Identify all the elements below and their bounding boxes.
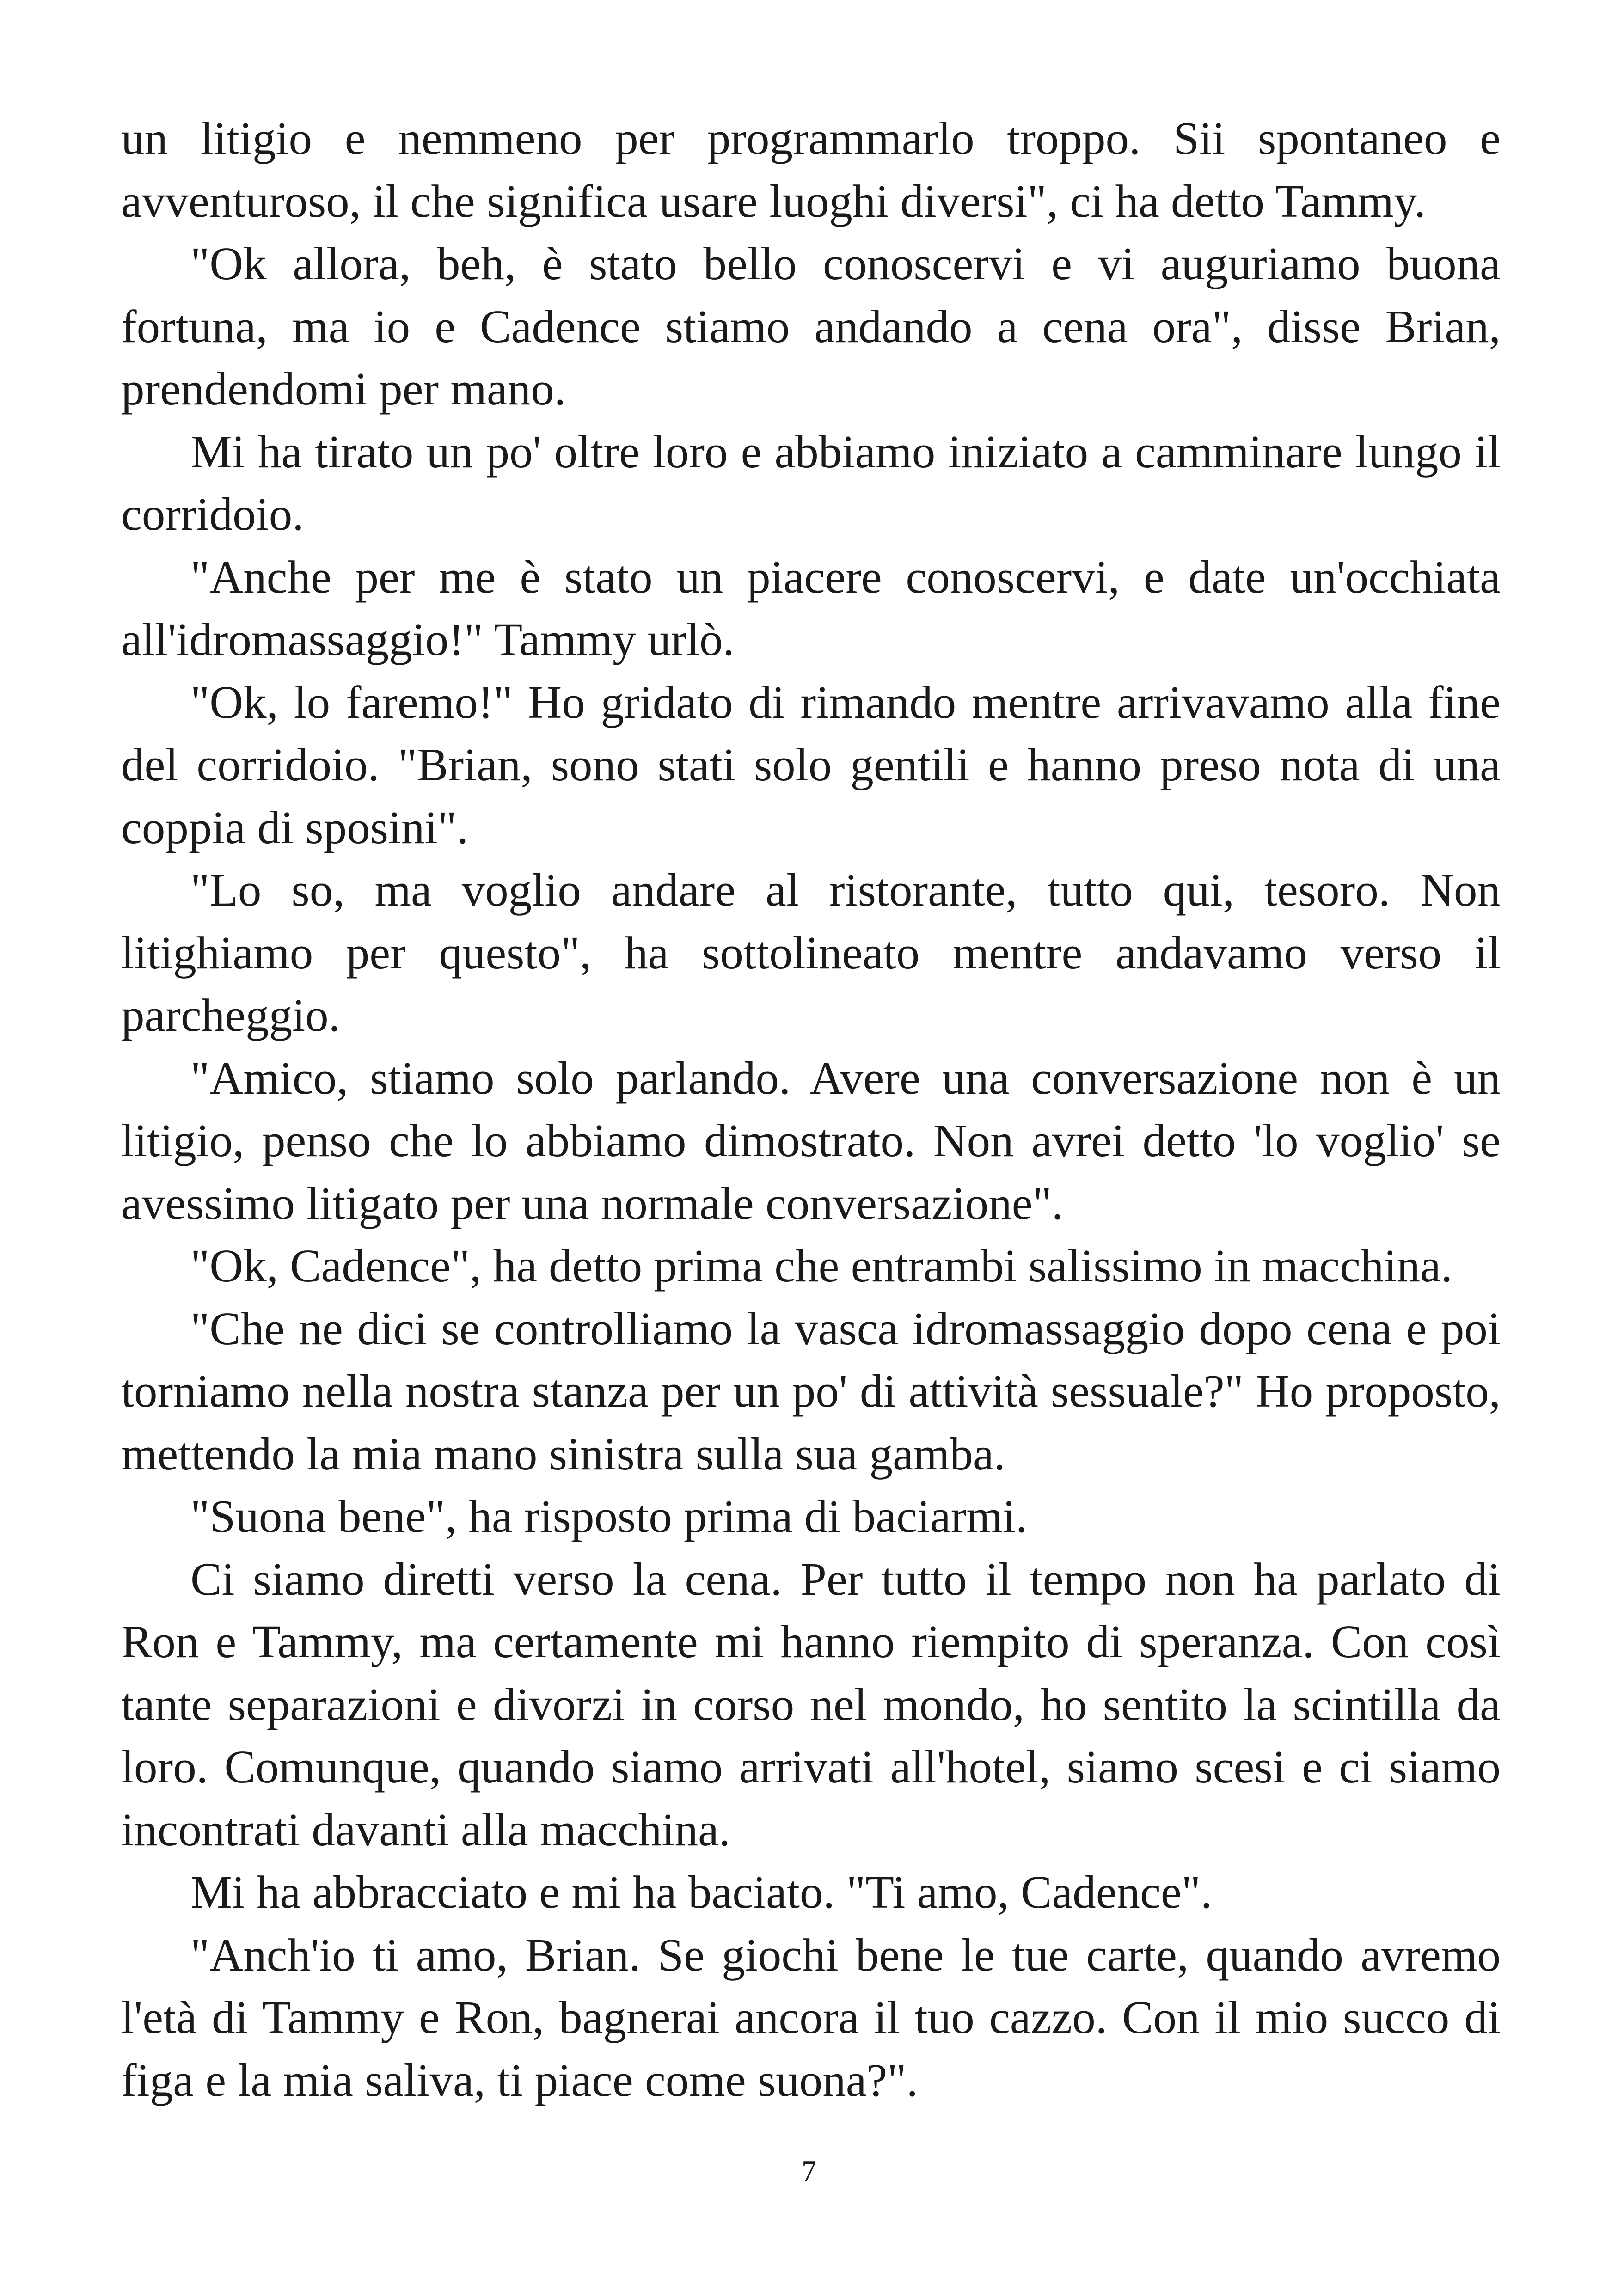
paragraph: "Ok, Cadence", ha detto prima che entrambi salissimo in macchina. xyxy=(190,1240,1453,1292)
page-number: 7 xyxy=(802,2155,816,2187)
paragraph: "Lo so, ma voglio andare al ristorante, tutto qui, tesoro. Non litighiamo per questo", ha sottolineato mentre andavamo verso il parcheggio. xyxy=(121,864,1501,1041)
paragraph: Mi ha abbracciato e mi ha baciato. "Ti amo, Cadence". xyxy=(190,1866,1213,1918)
paragraph: "Ok allora, beh, è stato bello conoscervi e vi auguriamo buona fortuna, ma io e Cadence stiamo andando a cena ora", disse Brian, prendendomi per mano. xyxy=(121,238,1501,415)
paragraph: "Ok, lo faremo!" Ho gridato di rimando mentre arrivavamo alla fine del corridoio. "Brian, sono stati solo gentili e hanno preso nota di una coppia di sposini". xyxy=(121,676,1501,853)
paragraph: "Anch'io ti amo, Brian. Se giochi bene le tue carte, quando avremo l'età di Tammy e Ron, bagnerai ancora il tuo cazzo. Con il mio succo di figa e la mia saliva, ti piace come suona?". xyxy=(121,1929,1501,2106)
paragraph: "Che ne dici se controlliamo la vasca idromassaggio dopo cena e poi torniamo nella nostra stanza per un po' di attività sessuale?" Ho proposto, mettendo la mia mano sinistra sulla sua gamba. xyxy=(121,1302,1501,1480)
paragraph: Mi ha tirato un po' oltre loro e abbiamo iniziato a camminare lungo il corridoio. xyxy=(121,425,1501,540)
paragraph: "Anche per me è stato un piacere conoscervi, e date un'occhiata all'idromassaggio!" Tammy urlò. xyxy=(121,551,1501,665)
paragraph: Ci siamo diretti verso la cena. Per tutto il tempo non ha parlato di Ron e Tammy, ma certamente mi hanno riempito di speranza. Con così tante separazioni e divorzi in corso nel mondo, ho sentito la scintilla da loro. Comunque, quando siamo arrivati all'hotel, siamo scesi e ci siamo incontrati davanti alla macchina. xyxy=(121,1553,1501,1855)
paragraph: un litigio e nemmeno per programmarlo troppo. Sii spontaneo e avventuroso, il che significa usare luoghi diversi", ci ha detto Tammy. xyxy=(121,112,1501,227)
paragraph: "Amico, stiamo solo parlando. Avere una conversazione non è un litigio, penso che lo abbiamo dimostrato. Non avrei detto 'lo voglio' se avessimo litigato per una normale conversazione". xyxy=(121,1052,1501,1229)
paragraph: "Suona bene", ha risposto prima di baciarmi. xyxy=(190,1490,1028,1542)
page-body xyxy=(121,107,1501,2112)
